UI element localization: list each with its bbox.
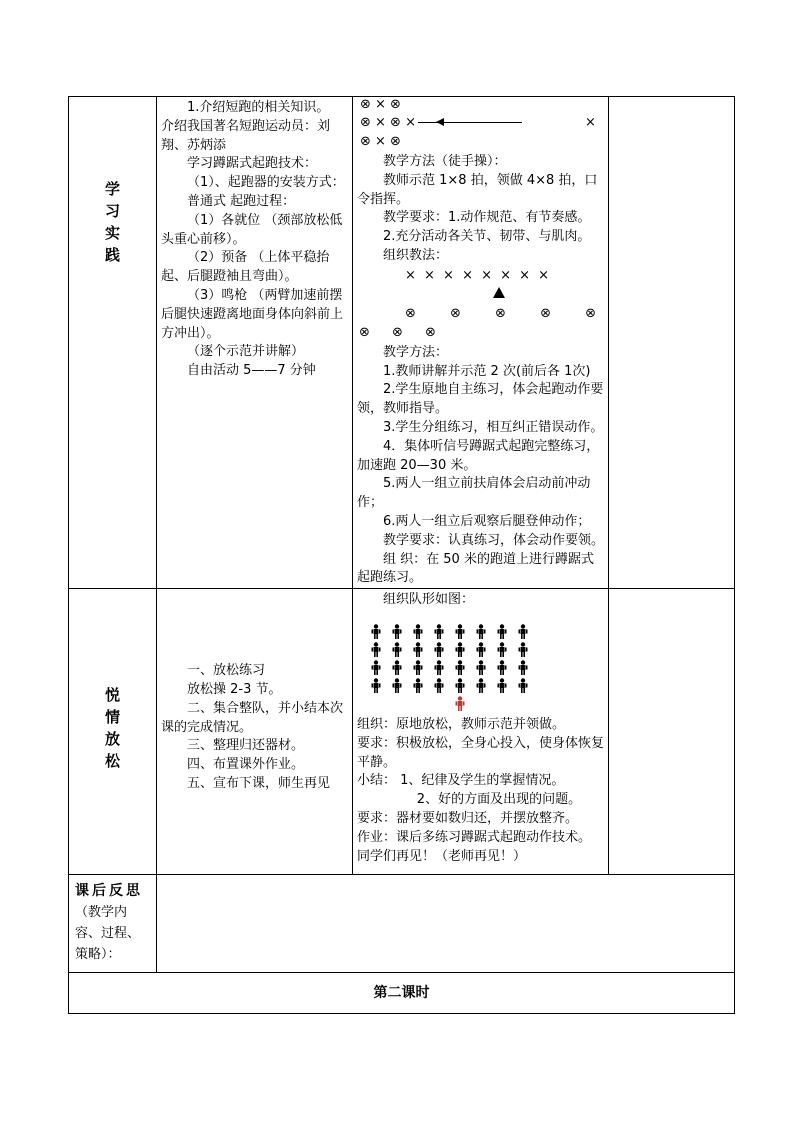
org-line: 要求：器材要如数归还，并摆放整齐。: [357, 810, 579, 826]
method-line: 4．集体听信号蹲踞式起跑完整练习，加速跑 20—30 米。: [357, 438, 600, 473]
content-line: 放松操 2-3 节。: [187, 681, 282, 697]
student-icon: [518, 660, 534, 678]
relax-org-cell: [353, 589, 609, 875]
practice-content-cell: [157, 97, 353, 589]
student-icon: [455, 642, 471, 660]
method-line: 1.教师讲解并示范 2 次(前后各 1次): [383, 363, 591, 379]
student-icon: [497, 624, 513, 642]
relax-people-grid: [371, 624, 608, 714]
content-line: 学习蹲踞式起跑技术：: [187, 156, 318, 172]
method-line: 教学要求：认真练习，体会动作要领。: [383, 532, 605, 548]
method-line: 2.学生原地自主练习，体会起跑动作要领，教师指导。: [357, 382, 604, 417]
student-icon: [392, 678, 408, 696]
student-icon: [371, 624, 387, 642]
relax-formation: [353, 589, 608, 610]
method-line: 组织教法：: [383, 247, 449, 263]
method-line: 组 织：在 50 米的跑道上进行蹲踞式起跑练习。: [357, 551, 594, 586]
formation-row-1: ⊗ × ⊗: [360, 97, 401, 112]
content-line: 一、放松练习: [187, 663, 266, 679]
content-line: 1.介绍短跑的相关知识。: [187, 100, 330, 115]
practice-notes-cell: [609, 97, 735, 589]
direction-line: [418, 122, 522, 123]
students-row-circle-2: ⊗ ⊗ ⊗: [359, 324, 436, 340]
method-line: 2.充分活动各关节、韧带、与肌肉。: [383, 229, 591, 245]
content-line: （2）预备 （上体平稳抬起、后腿蹬袖且弯曲）。: [161, 250, 330, 285]
content-line: （1）、起跑器的安装方式：: [187, 175, 345, 191]
teacher-icon: [455, 696, 471, 714]
content-line: （3）鸣枪 （两臂加速前摆后腿快速蹬离地面身体向斜前上方冲出）。: [161, 287, 344, 341]
relax-org-title: 组织队形如图：: [383, 592, 475, 608]
formation-row-2: ⊗ × ⊗ ×: [360, 115, 416, 130]
reflection-label: [69, 875, 156, 965]
student-icon: [455, 660, 471, 678]
second-lesson-title: 第二课时: [373, 985, 430, 1002]
student-icon: [413, 678, 429, 696]
student-icon: [476, 678, 492, 696]
student-icon: [413, 624, 429, 642]
relax-row: [69, 589, 735, 875]
student-icon: [392, 642, 408, 660]
arrow-left-icon: [436, 118, 444, 126]
org-line: 同学们再见！（老师再见！）: [357, 848, 527, 864]
content-line: 三、整理归还器材。: [187, 738, 305, 754]
reflection-label-cell: [69, 875, 157, 973]
teacher-triangle-icon: [493, 287, 505, 298]
reflection-row: [69, 875, 735, 973]
student-icon: [455, 678, 471, 696]
teacher-position: [357, 285, 605, 304]
second-lesson-cell: [69, 973, 735, 1014]
relax-label-cell: [69, 589, 157, 875]
method-line: 教学要求：1.动作规范、有节奏感。: [383, 210, 591, 226]
practice-content: [157, 97, 352, 381]
content-line: 自由活动 5——7 分钟: [187, 363, 316, 379]
reflection-subtitle: （教学内容、过程、策略）：: [75, 905, 141, 963]
student-icon: [413, 642, 429, 660]
org-line: 要求：积极放松，全身心投入，使身体恢复平静。: [357, 735, 605, 770]
reflection-title: 课后反思: [75, 883, 143, 900]
teacher-row: [371, 696, 608, 714]
student-icon: [392, 624, 408, 642]
student-row: [371, 642, 608, 660]
org-line: 作业：课后多练习蹲踞式起跑动作技术。: [357, 829, 592, 845]
student-icon: [413, 660, 429, 678]
drill-method-text: [353, 342, 608, 588]
relax-content: [157, 589, 352, 794]
content-line: 二、集合整队，并小结本次课的完成情况。: [161, 700, 344, 735]
method-line: 6.两人一组立后观察后腿登伸动作；: [383, 513, 591, 529]
student-icon: [518, 678, 534, 696]
relax-org-text: [353, 714, 608, 866]
method-line: 5.两人一组立前扶肩体会启动前冲动作；: [357, 476, 591, 511]
student-icon: [392, 660, 408, 678]
practice-label: 学 习 实 践: [104, 180, 120, 264]
student-icon: [476, 642, 492, 660]
second-lesson-row: [69, 973, 735, 1014]
warmup-formation-diagram: [360, 97, 608, 153]
warmup-method-text: [353, 153, 608, 266]
students-row-x: × × × × × × × ×: [405, 267, 552, 283]
method-line: 教学方法（徒手操）：: [383, 154, 507, 169]
reflection-content-cell[interactable]: [157, 875, 735, 973]
student-row: [371, 624, 608, 642]
method-line: 教学方法：: [383, 344, 449, 360]
content-line: 介绍我国著名短跑运动员：刘翔、苏炳添: [161, 118, 331, 153]
relax-content-cell: [157, 589, 353, 875]
relax-label: 悦 情 放 松: [104, 686, 120, 771]
org-line: 小结： 1、纪律及学生的掌握情况。: [357, 773, 565, 789]
method-line: 3.学生分组练习，相互纠正错误动作。: [383, 419, 604, 435]
org-line: 组织：原地放松，教师示范并领做。: [357, 716, 566, 732]
student-icon: [497, 678, 513, 696]
content-line: 五、宣布下课，师生再见: [187, 775, 331, 791]
student-icon: [497, 642, 513, 660]
student-row: [371, 660, 608, 678]
students-row-circle: ⊗ ⊗ ⊗ ⊗ ⊗: [405, 305, 596, 321]
student-icon: [476, 624, 492, 642]
content-line: （1）各就位 （颈部放松低头重心前移）。: [161, 212, 343, 247]
student-icon: [371, 660, 387, 678]
student-icon: [518, 642, 534, 660]
method-line: 教师示范 1×8 拍，领做 4×8 拍，口令指挥。: [357, 172, 598, 207]
content-line: 四、布置课外作业。: [187, 757, 305, 773]
practice-row: [69, 97, 735, 589]
student-icon: [497, 660, 513, 678]
org-line: 2、好的方面及出现的问题。: [416, 792, 582, 808]
student-icon: [455, 624, 471, 642]
student-icon: [434, 678, 450, 696]
practice-org-cell: [353, 97, 609, 589]
formation-row-3: ⊗ × ⊗: [360, 134, 401, 149]
student-icon: [518, 624, 534, 642]
student-row: [371, 678, 608, 696]
student-icon: [371, 678, 387, 696]
lesson-plan-table: [68, 96, 735, 1014]
drill-formation: [353, 266, 608, 342]
content-line: 普通式 起跑过程：: [187, 193, 296, 209]
student-icon: [371, 642, 387, 660]
relax-notes-cell: [609, 589, 735, 875]
formation-end-mark: ×: [585, 115, 596, 130]
student-icon: [434, 624, 450, 642]
content-line: （逐个示范并讲解）: [187, 344, 305, 360]
student-icon: [434, 642, 450, 660]
student-icon: [434, 660, 450, 678]
student-icon: [476, 660, 492, 678]
practice-label-cell: [69, 97, 157, 589]
